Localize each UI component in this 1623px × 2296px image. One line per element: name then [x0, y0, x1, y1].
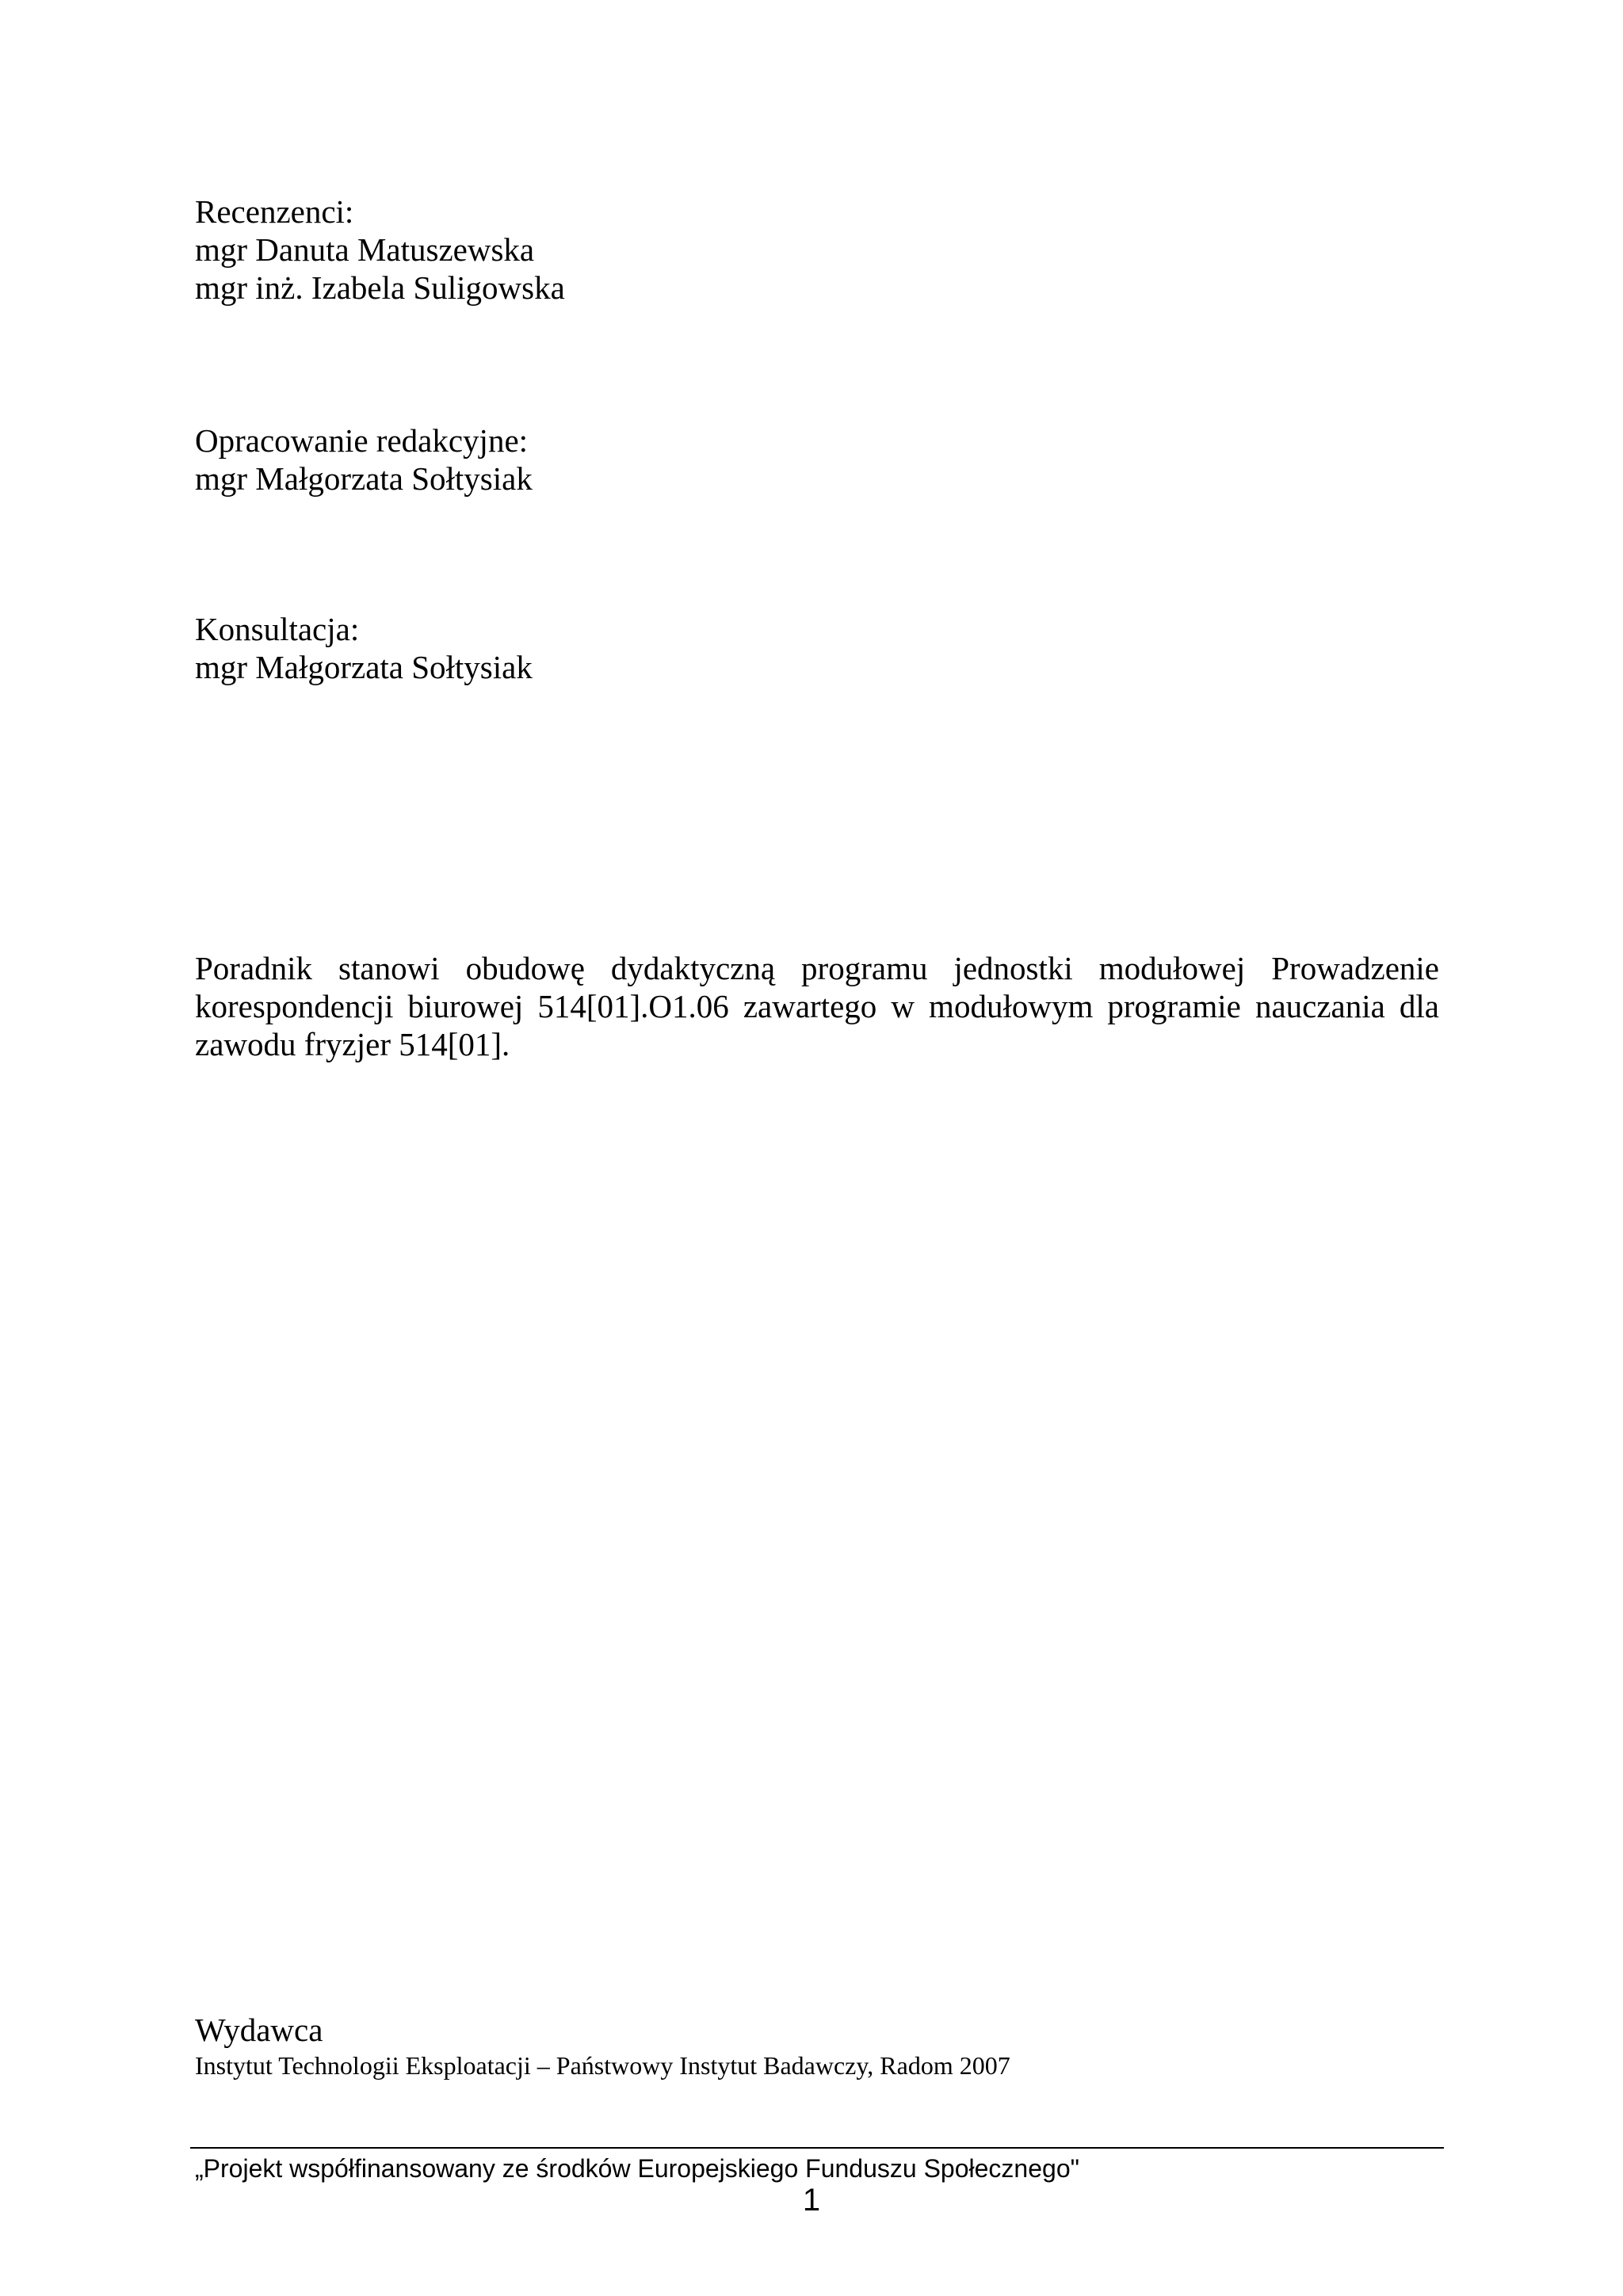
footer-project-note: „Projekt współfinansowany ze środków Europejskiego Funduszu Społecznego" — [195, 2154, 1079, 2183]
publisher-section — [195, 2010, 1439, 2081]
reviewers-section — [195, 193, 1439, 307]
consultation-name: mgr Małgorzata Sołtysiak — [195, 649, 533, 685]
editorial-name: mgr Małgorzata Sołtysiak — [195, 460, 533, 497]
editorial-section — [195, 421, 1439, 498]
footer-divider — [190, 2147, 1444, 2149]
editorial-label: Opracowanie redakcyjne: — [195, 422, 529, 459]
consultation-section — [195, 610, 1439, 686]
consultation-label: Konsultacja: — [195, 611, 360, 647]
reviewers-label: Recenzenci: — [195, 193, 354, 230]
page-number: 1 — [802, 2183, 821, 2218]
reviewer-name: mgr Danuta Matuszewska — [195, 231, 535, 268]
publisher-label: Wydawca — [195, 2012, 323, 2048]
guide-statement-paragraph: Poradnik stanowi obudowę dydaktyczną programu jednostki modułowej Prowadzenie korespondencji biurowej 514[01].O1.06 zawartego w modułowym programie nauczania dla zawodu fryzjer 514[01]. — [195, 950, 1439, 1062]
reviewer-name: mgr inż. Izabela Suligowska — [195, 269, 565, 306]
publisher-name: Instytut Technologii Eksploatacji – Państwowy Instytut Badawczy, Radom 2007 — [195, 2051, 1010, 2080]
